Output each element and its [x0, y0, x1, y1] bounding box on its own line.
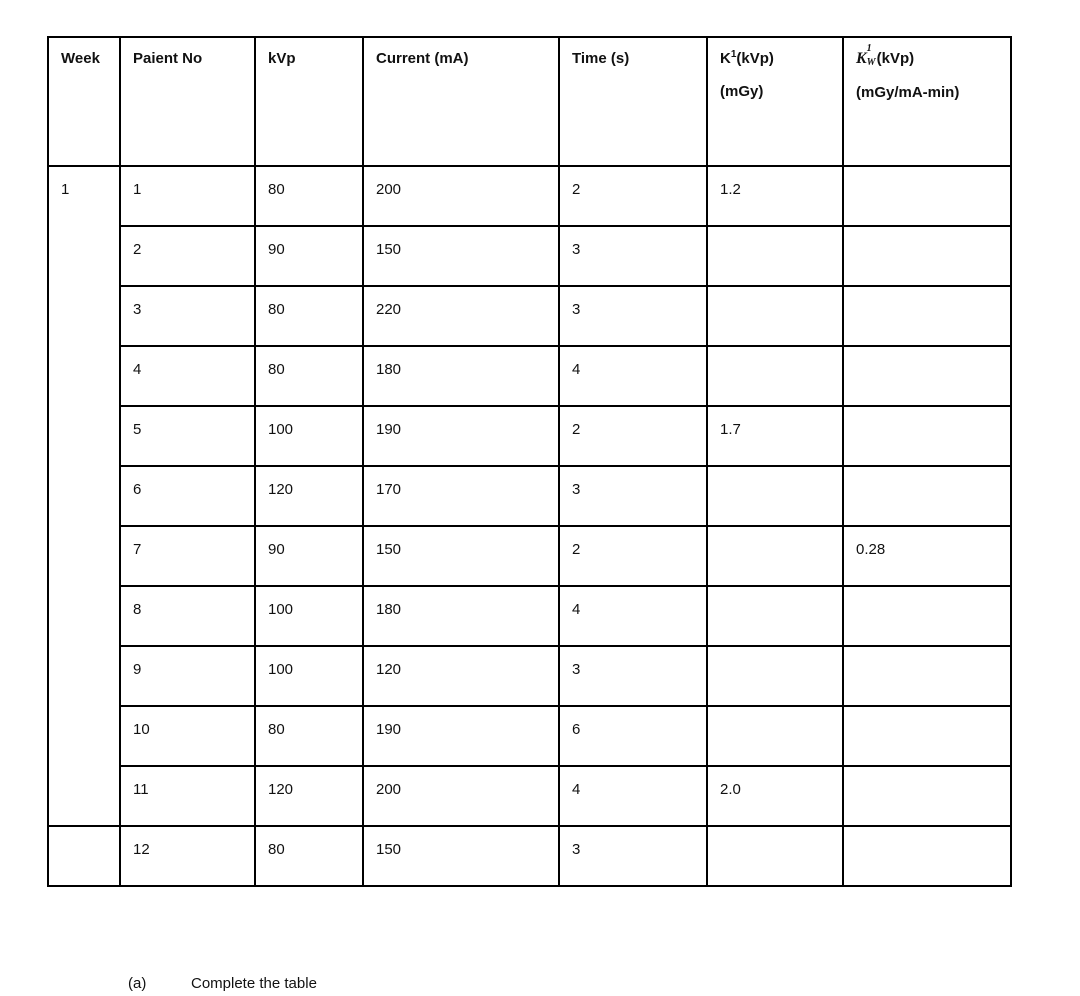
- cell-patient: 1: [120, 166, 255, 226]
- cell-kvp: 80: [255, 166, 363, 226]
- cell-current: 180: [363, 586, 559, 646]
- cell-time: 6: [559, 706, 707, 766]
- cell-kw: [843, 586, 1011, 646]
- header-time: Time (s): [559, 37, 707, 166]
- header-row: [48, 37, 1011, 166]
- cell-time: 3: [559, 226, 707, 286]
- cell-kw: [843, 286, 1011, 346]
- table-row: [48, 706, 1011, 766]
- cell-week: 1: [48, 166, 120, 826]
- cell-k1: [707, 346, 843, 406]
- cell-kw: [843, 766, 1011, 826]
- table-row: [48, 526, 1011, 586]
- cell-patient: 11: [120, 766, 255, 826]
- cell-kvp: 90: [255, 526, 363, 586]
- cell-k1: [707, 466, 843, 526]
- cell-time: 2: [559, 406, 707, 466]
- table-row: [48, 406, 1011, 466]
- table-row: [48, 166, 1011, 226]
- cell-time: 2: [559, 526, 707, 586]
- cell-current: 150: [363, 526, 559, 586]
- cell-time: 2: [559, 166, 707, 226]
- cell-kw: [843, 706, 1011, 766]
- cell-kw: [843, 466, 1011, 526]
- k1-symbol: K: [720, 50, 731, 67]
- cell-current: 220: [363, 286, 559, 346]
- cell-kw: [843, 346, 1011, 406]
- cell-patient: 3: [120, 286, 255, 346]
- cell-patient: 4: [120, 346, 255, 406]
- cell-current: 180: [363, 346, 559, 406]
- table-row: [48, 286, 1011, 346]
- cell-kvp: 80: [255, 286, 363, 346]
- cell-k1: [707, 586, 843, 646]
- cell-time: 3: [559, 646, 707, 706]
- cell-patient: 6: [120, 466, 255, 526]
- cell-k1: [707, 646, 843, 706]
- cell-k1: [707, 526, 843, 586]
- cell-k1: 1.7: [707, 406, 843, 466]
- question-label: (a): [128, 975, 147, 992]
- header-current: Current (mA): [363, 37, 559, 166]
- header-kw: K 1 W (kVp) (mGy/mA-min): [843, 37, 1011, 166]
- header-week: Week: [48, 37, 120, 166]
- cell-k1: [707, 286, 843, 346]
- cell-current: 170: [363, 466, 559, 526]
- cell-kw: [843, 226, 1011, 286]
- cell-kvp: 100: [255, 586, 363, 646]
- cell-kvp: 90: [255, 226, 363, 286]
- cell-patient: 9: [120, 646, 255, 706]
- table-row: [48, 346, 1011, 406]
- cell-kvp: 100: [255, 406, 363, 466]
- header-patient-no: Paient No: [120, 37, 255, 166]
- table-body: [48, 166, 1011, 886]
- cell-patient: 2: [120, 226, 255, 286]
- cell-kw: [843, 166, 1011, 226]
- cell-kvp: 120: [255, 466, 363, 526]
- cell-k1: 2.0: [707, 766, 843, 826]
- cell-kvp: 80: [255, 346, 363, 406]
- kw-symbol: K: [856, 50, 867, 67]
- cell-current: 200: [363, 166, 559, 226]
- cell-time: 4: [559, 586, 707, 646]
- table-row: [48, 586, 1011, 646]
- cell-k1: [707, 706, 843, 766]
- header-k1: [707, 37, 843, 166]
- cell-kw: 0.28: [843, 526, 1011, 586]
- cell-kw: [843, 406, 1011, 466]
- cell-kvp: 80: [255, 706, 363, 766]
- cell-time: 4: [559, 766, 707, 826]
- cell-k1: [707, 226, 843, 286]
- cell-k1: [707, 826, 843, 886]
- dose-table: [47, 36, 1012, 887]
- cell-current: 120: [363, 646, 559, 706]
- k1-suffix: (kVp): [736, 50, 774, 67]
- question-a: [128, 976, 317, 991]
- table-row: [48, 766, 1011, 826]
- question-text: Complete the table: [191, 975, 317, 992]
- k1-unit: (mGy): [720, 83, 764, 100]
- table-row: [48, 646, 1011, 706]
- cell-time: 3: [559, 826, 707, 886]
- table-row: [48, 826, 1011, 886]
- cell-kvp: 80: [255, 826, 363, 886]
- kw-unit: (mGy/mA-min): [856, 84, 960, 101]
- table-row: [48, 226, 1011, 286]
- cell-patient: 10: [120, 706, 255, 766]
- cell-current: 150: [363, 826, 559, 886]
- cell-patient: 5: [120, 406, 255, 466]
- table-row: [48, 466, 1011, 526]
- cell-kvp: 120: [255, 766, 363, 826]
- cell-patient: 7: [120, 526, 255, 586]
- cell-time: 3: [559, 466, 707, 526]
- cell-week-empty: [48, 826, 120, 886]
- cell-k1: 1.2: [707, 166, 843, 226]
- kw-suffix: (kVp): [876, 50, 915, 67]
- cell-time: 3: [559, 286, 707, 346]
- cell-patient: 8: [120, 586, 255, 646]
- cell-current: 150: [363, 226, 559, 286]
- cell-time: 4: [559, 346, 707, 406]
- k1-superscript: 1: [730, 49, 737, 60]
- cell-current: 200: [363, 766, 559, 826]
- cell-kw: [843, 646, 1011, 706]
- cell-patient: 12: [120, 826, 255, 886]
- cell-current: 190: [363, 706, 559, 766]
- cell-current: 190: [363, 406, 559, 466]
- header-kvp: kVp: [255, 37, 363, 166]
- cell-kvp: 100: [255, 646, 363, 706]
- cell-kw: [843, 826, 1011, 886]
